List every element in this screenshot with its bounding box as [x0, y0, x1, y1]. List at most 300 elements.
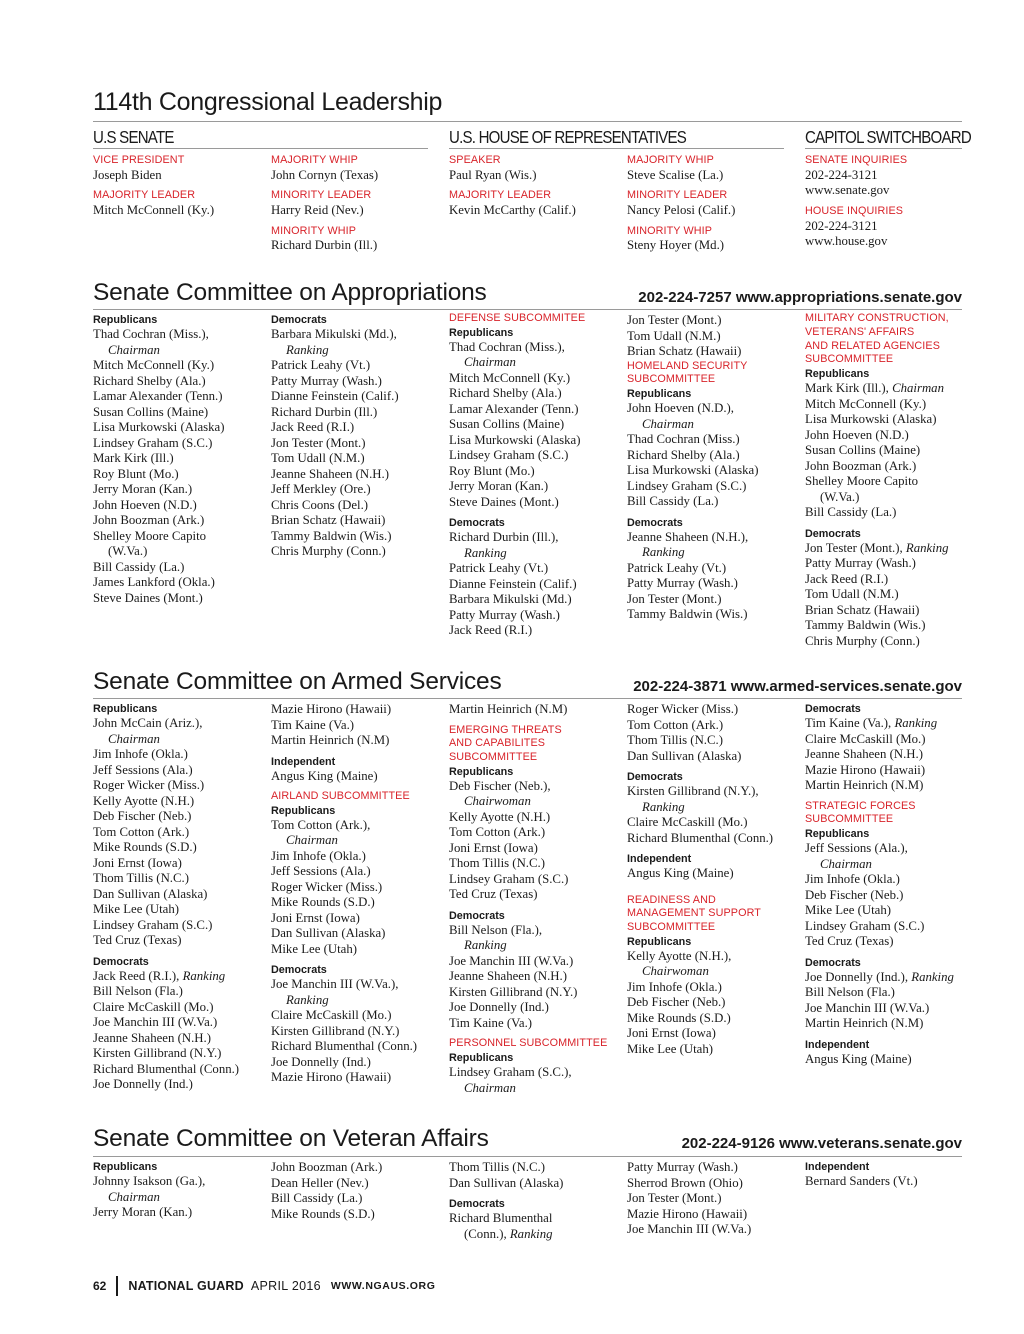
- member-name: Martin Heinrich (N.M): [271, 733, 390, 747]
- subcommittee-label: DEFENSE SUBCOMMITEE: [449, 312, 586, 324]
- member-name: Thom Tillis (N.C.): [93, 871, 190, 885]
- member-name: Angus King (Maine): [627, 866, 734, 880]
- member-name: Dan Sullivan (Alaska): [449, 1175, 564, 1190]
- house-heading: U.S. HOUSE OF REPRESENTATIVES: [449, 127, 687, 147]
- party-heading: Republicans: [627, 388, 692, 401]
- member-name: Thom Tillis (N.C.): [627, 733, 724, 747]
- role-label: Ranking: [286, 342, 329, 357]
- member-name: Dean Heller (Nev.): [271, 1175, 369, 1190]
- appropriations-title: Senate Committee on Appropriations: [93, 279, 487, 306]
- party-heading: Republicans: [449, 1052, 514, 1065]
- member-text: (Conn.),: [464, 1226, 510, 1241]
- member-name: 202-224-3121: [805, 167, 878, 182]
- member-name: Angus King (Maine): [271, 768, 378, 783]
- subcommittee-label: SUBCOMMITTEE: [805, 353, 894, 366]
- member-name: Lindsey Graham (S.C.),: [449, 1065, 572, 1080]
- role-label: Chairman: [108, 342, 160, 357]
- member-name: Lamar Alexander (Tenn.): [449, 401, 579, 416]
- member-name: John Hoeven (N.D.): [93, 497, 197, 512]
- member-name: Lindsey Graham (S.C.): [805, 918, 925, 933]
- member-name: Jerry Moran (Kan.): [93, 1205, 193, 1219]
- party-heading: Independent: [627, 853, 692, 865]
- party-heading: Republicans: [271, 804, 336, 817]
- member-name: Brian Schatz (Hawaii): [271, 513, 386, 527]
- member-name: Patrick Leahy (Vt.): [627, 560, 727, 575]
- member-name: Ted Cruz (Texas): [93, 933, 182, 947]
- member-name: Roger Wicker (Miss.): [627, 702, 739, 716]
- member-name: Jeff Merkley (Ore.): [271, 482, 371, 496]
- member-name: Claire McCaskill (Mo.): [271, 1008, 392, 1023]
- veteran-affairs-col-4: [627, 1160, 799, 1238]
- member-name: Patty Murray (Wash.): [627, 1160, 738, 1174]
- member-name: Richard Blumenthal (Conn.): [271, 1039, 418, 1054]
- member-name: Patty Murray (Wash.): [627, 576, 738, 591]
- subcommittee-label: MINORITY WHIP: [271, 224, 357, 237]
- member-name: Mitch McConnell (Ky.): [93, 358, 215, 372]
- switchboard-heading: CAPITOL SWITCHBOARD: [805, 127, 971, 147]
- armed-services-title: Senate Committee on Armed Services: [93, 668, 502, 695]
- member-name: Johnny Isakson (Ga.),: [93, 1174, 206, 1188]
- member-name: Bill Nelson (Fla.): [805, 985, 895, 1000]
- title-rule: [93, 121, 962, 122]
- party-heading: Independent: [271, 755, 336, 768]
- member-name: Kirsten Gillibrand (N.Y.),: [627, 784, 759, 798]
- member-name: Chris Coons (Del.): [271, 497, 369, 512]
- member-name: Jack Reed (R.I.): [449, 623, 533, 638]
- subcommittee-label: SUBCOMMITTEE: [627, 373, 716, 386]
- role-label: Chairman: [108, 1189, 160, 1204]
- member-name: Harry Reid (Nev.): [271, 203, 364, 218]
- page-number: 62: [93, 1279, 107, 1293]
- member-name: Jerry Moran (Kan.): [93, 482, 193, 496]
- member-name: Tim Kaine (Va.): [271, 717, 355, 732]
- role-label: Ranking: [905, 540, 949, 555]
- member-name: Mike Rounds (S.D.): [271, 1206, 375, 1221]
- member-name: Joni Ernst (Iowa): [449, 840, 538, 855]
- member-name: James Lankford (Okla.): [93, 575, 215, 589]
- member-name: Chris Murphy (Conn.): [271, 544, 386, 558]
- member-name: Deb Fischer (Neb.): [627, 995, 726, 1010]
- party-heading: Democrats: [805, 956, 861, 969]
- appropriations-contact: 202-224-7257 www.appropriations.senate.gov: [638, 289, 962, 306]
- member-name: Barbara Mikulski (Md.),: [271, 327, 397, 341]
- subcommittee-label: SENATE INQUIRIES: [805, 154, 908, 166]
- member-name: Lisa Murkowski (Alaska): [627, 463, 759, 478]
- member-name: Patty Murray (Wash.): [271, 373, 382, 388]
- member-name: John Hoeven (N.D.): [805, 427, 909, 442]
- party-heading: Independent: [805, 1161, 870, 1173]
- member-name: Dianne Feinstein (Calif.): [271, 389, 399, 403]
- party-heading: Republicans: [93, 1161, 158, 1173]
- member-name: Joe Donnelly (Ind.): [93, 1077, 193, 1091]
- role-label: Chairman: [642, 416, 694, 431]
- member-name: Deb Fischer (Neb.),: [449, 778, 551, 793]
- member-name: Tom Cotton (Ark.): [93, 824, 190, 839]
- member-name: Thad Cochran (Miss.),: [93, 327, 209, 341]
- switchboard-col: [805, 154, 977, 250]
- member-name: 202-224-3121: [805, 218, 878, 233]
- member-name: Chris Murphy (Conn.): [805, 633, 920, 648]
- member-name: John Cornyn (Texas): [271, 167, 379, 182]
- member-name: Thom Tillis (N.C.): [449, 1160, 546, 1174]
- member-name: Claire McCaskill (Mo.): [805, 731, 926, 746]
- member-name: Jerry Moran (Kan.): [449, 479, 549, 494]
- member-name: Thad Cochran (Miss.),: [449, 339, 565, 354]
- member-name: Mike Lee (Utah): [627, 1041, 713, 1056]
- member-name: Ted Cruz (Texas): [805, 934, 894, 949]
- member-name: Jeanne Shaheen (N.H.): [93, 1030, 211, 1045]
- member-name: Mitch McConnell (Ky.): [449, 370, 571, 385]
- member-name: Kevin McCarthy (Calif.): [449, 203, 576, 218]
- party-heading: Republicans: [93, 703, 158, 715]
- role-label: Chairman: [464, 1080, 516, 1095]
- member-name: Richard Durbin (Ill.): [271, 404, 378, 419]
- member-name: Brian Schatz (Hawaii): [627, 344, 742, 358]
- switchboard-rule: [805, 148, 962, 149]
- member-text: Joe Donnelly (Ind.),: [805, 969, 912, 984]
- member-name: Patrick Leahy (Vt.): [271, 358, 371, 372]
- member-name: Mitch McConnell (Ky.): [93, 203, 215, 218]
- member-name: John Boozman (Ark.): [271, 1160, 383, 1174]
- magazine-name: NATIONAL GUARD: [128, 1279, 244, 1293]
- page-footer: [93, 1276, 435, 1296]
- subcommittee-label: MAJORITY LEADER: [449, 189, 552, 202]
- role-label: Ranking: [509, 1226, 553, 1241]
- subcommittee-label: AND CAPABILITES: [449, 737, 546, 750]
- veteran-affairs-title: Senate Committee on Veteran Affairs: [93, 1125, 489, 1152]
- member-name: Jeff Sessions (Ala.): [93, 762, 193, 777]
- member-name: Paul Ryan (Wis.): [449, 167, 537, 182]
- party-heading: Democrats: [627, 771, 683, 783]
- member-name: Jeff Sessions (Ala.),: [805, 841, 908, 856]
- subcommittee-label: SUBCOMMITTEE: [805, 813, 894, 826]
- role-label: Ranking: [464, 938, 507, 953]
- veteran-affairs-contact: 202-224-9126 www.veterans.senate.gov: [681, 1135, 962, 1152]
- member-name: Claire McCaskill (Mo.): [93, 999, 214, 1014]
- member-name: www.house.gov: [805, 234, 888, 249]
- member-name: John Boozman (Ark.): [93, 513, 205, 527]
- footer-divider: [116, 1276, 118, 1296]
- website-link[interactable]: WWW.NGAUS.ORG: [330, 1280, 436, 1292]
- role-label: Chairwoman: [642, 964, 709, 979]
- issue-date: APRIL 2016: [250, 1279, 321, 1293]
- role-label: Chairman: [820, 856, 872, 871]
- member-text: Jon Tester (Mont.),: [805, 540, 906, 555]
- member-name: Mike Rounds (S.D.): [271, 895, 375, 910]
- armed-services-col-3: [449, 702, 621, 1096]
- member-name: Mike Lee (Utah): [805, 903, 891, 918]
- party-heading: Democrats: [93, 955, 149, 968]
- senate-leadership-col-1: [93, 154, 265, 219]
- leadership-title: 114th Congressional Leadership: [93, 88, 443, 116]
- member-name: Shelley Moore Capito: [93, 528, 207, 543]
- member-name: Deb Fischer (Neb.): [805, 887, 904, 902]
- member-name: Bill Cassidy (La.): [627, 494, 719, 509]
- member-name: Sherrod Brown (Ohio): [627, 1175, 743, 1190]
- member-name: Mike Lee (Utah): [271, 941, 357, 956]
- member-name: [93, 969, 265, 985]
- armed-services-col-2: [271, 702, 443, 1086]
- member-name: Richard Shelby (Ala.): [93, 373, 206, 388]
- member-name: Kirsten Gillibrand (N.Y.): [271, 1023, 400, 1038]
- party-heading: Independent: [805, 1038, 870, 1051]
- member-name: Bill Nelson (Fla.): [93, 984, 183, 998]
- member-name: Patrick Leahy (Vt.): [449, 561, 549, 576]
- member-name: Steve Scalise (La.): [627, 167, 724, 182]
- subcommittee-label: SPEAKER: [449, 154, 501, 166]
- member-name: Jeanne Shaheen (N.H.),: [627, 529, 749, 544]
- member-name: Mazie Hirono (Hawaii): [627, 1206, 748, 1221]
- veteran-affairs-col-3: [449, 1160, 621, 1242]
- member-name: Joe Donnelly (Ind.): [449, 1000, 549, 1015]
- member-name: [805, 970, 977, 986]
- member-name: John McCain (Ariz.),: [93, 716, 203, 730]
- member-name: Tom Udall (N.M.): [271, 451, 365, 465]
- party-heading: Republicans: [449, 765, 514, 778]
- member-name: Mike Lee (Utah): [93, 902, 179, 916]
- member-name: Joe Manchin III (W.Va.),: [271, 977, 399, 992]
- appropriations-col-5: [805, 312, 977, 649]
- role-label: Chairman: [286, 833, 338, 848]
- member-name: Nancy Pelosi (Calif.): [627, 203, 736, 218]
- armed-services-col-5: [805, 702, 977, 1067]
- subcommittee-label: MAJORITY WHIP: [627, 154, 714, 166]
- subcommittee-label: MINORITY WHIP: [627, 224, 713, 237]
- member-name: Martin Heinrich (N.M): [805, 1016, 924, 1031]
- member-name: Roger Wicker (Miss.): [271, 879, 383, 894]
- armed-services-rule: [93, 698, 962, 699]
- subcommittee-label: READINESS AND: [627, 893, 716, 906]
- subcommittee-label: PERSONNEL SUBCOMMITTEE: [449, 1037, 608, 1050]
- member-name: Richard Durbin (Ill.): [271, 238, 378, 253]
- member-name: Bill Cassidy (La.): [93, 559, 185, 574]
- member-name: Joe Manchin III (W.Va.): [449, 953, 574, 968]
- member-name: Dan Sullivan (Alaska): [627, 748, 742, 763]
- member-name: Brian Schatz (Hawaii): [805, 602, 920, 617]
- party-heading: Democrats: [805, 703, 861, 715]
- appropriations-col-3: [449, 312, 621, 639]
- member-name: Kelly Ayotte (N.H.): [93, 793, 195, 808]
- appropriations-rule: [93, 309, 962, 310]
- member-name: Jon Tester (Mont.): [271, 435, 366, 450]
- subcommittee-label: MINORITY LEADER: [627, 189, 728, 202]
- member-name: Dianne Feinstein (Calif.): [449, 576, 577, 591]
- member-name: Patty Murray (Wash.): [449, 607, 560, 622]
- role-label: Chairman: [464, 355, 516, 370]
- member-name: Jeanne Shaheen (N.H.): [449, 969, 567, 984]
- member-name: Mitch McConnell (Ky.): [805, 396, 927, 411]
- role-label: Ranking: [182, 968, 226, 983]
- appropriations-col-2: [271, 313, 443, 560]
- member-name: Richard Durbin (Ill.),: [449, 530, 559, 545]
- member-name: Jim Inhofe (Okla.): [805, 872, 900, 887]
- member-name: Jim Inhofe (Okla.): [271, 848, 366, 863]
- member-name: Bill Nelson (Fla.),: [449, 922, 543, 937]
- member-name: Thom Tillis (N.C.): [449, 856, 546, 871]
- role-label: Chairman: [108, 731, 160, 746]
- member-text: Tim Kaine (Va.),: [805, 716, 895, 730]
- member-name: Richard Blumenthal: [449, 1211, 553, 1225]
- subcommittee-label: STRATEGIC FORCES: [805, 799, 916, 812]
- member-name: Angus King (Maine): [805, 1051, 912, 1066]
- member-text: Jack Reed (R.I.),: [93, 968, 183, 983]
- member-name: [805, 541, 977, 557]
- member-name: Jeanne Shaheen (N.H.): [271, 466, 389, 481]
- party-heading: Republicans: [449, 326, 514, 339]
- subcommittee-label: SUBCOMMITTEE: [627, 921, 716, 934]
- member-name: Richard Shelby (Ala.): [627, 447, 740, 462]
- role-label: Chairman: [892, 381, 944, 396]
- armed-services-col-1: [93, 702, 265, 1093]
- member-name: Tom Cotton (Ark.),: [271, 817, 371, 832]
- member-name: Mazie Hirono (Hawaii): [271, 702, 392, 716]
- veteran-affairs-col-2: [271, 1160, 443, 1222]
- member-name: Jeanne Shaheen (N.H.): [805, 747, 923, 761]
- member-name: Deb Fischer (Neb.): [93, 809, 192, 823]
- member-name-continued: (W.Va.): [820, 489, 860, 504]
- member-name: Richard Shelby (Ala.): [449, 386, 562, 401]
- member-name: Jack Reed (R.I.): [271, 420, 355, 434]
- member-name: Steve Daines (Mont.): [93, 590, 203, 605]
- member-name: John Boozman (Ark.): [805, 458, 917, 473]
- member-name: Lisa Murkowski (Alaska): [449, 432, 581, 447]
- subcommittee-label: EMERGING THREATS: [449, 723, 562, 736]
- member-name: Joni Ernst (Iowa): [627, 1026, 716, 1041]
- member-name: Richard Blumenthal (Conn.): [93, 1061, 240, 1076]
- subcommittee-label: MANAGEMENT SUPPORT: [627, 907, 761, 920]
- house-leadership-col-2: [627, 154, 799, 254]
- member-name: Martin Heinrich (N.M): [449, 702, 568, 716]
- member-name: Tom Udall (N.M.): [627, 328, 721, 343]
- party-heading: Democrats: [805, 527, 861, 540]
- senate-leadership-col-2: [271, 154, 443, 254]
- member-name: Jim Inhofe (Okla.): [627, 979, 722, 994]
- party-heading: Democrats: [271, 314, 327, 326]
- member-name: Bill Cassidy (La.): [805, 505, 897, 520]
- role-label: Ranking: [642, 799, 685, 814]
- member-name: Claire McCaskill (Mo.): [627, 815, 748, 829]
- member-name: Susan Collins (Maine): [93, 404, 209, 419]
- member-name: Susan Collins (Maine): [805, 443, 921, 458]
- role-label: Ranking: [464, 545, 507, 560]
- subcommittee-label: MILITARY CONSTRUCTION,: [805, 312, 949, 324]
- member-name: Tammy Baldwin (Wis.): [627, 607, 748, 622]
- member-name: Tom Cotton (Ark.): [449, 825, 546, 840]
- member-name: Mazie Hirono (Hawaii): [805, 762, 926, 777]
- veteran-affairs-col-5: [805, 1160, 977, 1190]
- house-rule: [449, 148, 784, 149]
- appropriations-col-1: [93, 313, 265, 606]
- member-name: Mark Kirk (Ill.): [93, 451, 174, 465]
- member-name: Shelley Moore Capito: [805, 474, 919, 489]
- member-name: Jeff Sessions (Ala.): [271, 864, 371, 879]
- member-name: Joni Ernst (Iowa): [271, 910, 360, 925]
- member-name: Mazie Hirono (Hawaii): [271, 1070, 392, 1085]
- member-name: Bernard Sanders (Vt.): [805, 1174, 918, 1188]
- member-name: Steve Daines (Mont.): [449, 494, 559, 509]
- member-name: Kirsten Gillibrand (N.Y.): [93, 1046, 222, 1060]
- member-name: Jon Tester (Mont.): [627, 313, 722, 327]
- party-heading: Republicans: [805, 368, 870, 381]
- member-name: Lindsey Graham (S.C.): [93, 435, 213, 450]
- member-name: Joni Ernst (Iowa): [93, 855, 182, 870]
- subcommittee-label: MAJORITY LEADER: [93, 189, 196, 202]
- member-name: Lindsey Graham (S.C.): [93, 917, 213, 932]
- member-name: Mike Rounds (S.D.): [93, 840, 197, 854]
- party-heading: Democrats: [271, 964, 327, 977]
- subcommittee-label: MINORITY LEADER: [271, 189, 372, 202]
- role-label: Ranking: [286, 992, 329, 1007]
- member-name: www.senate.gov: [805, 183, 890, 198]
- member-name: Lisa Murkowski (Alaska): [805, 412, 937, 427]
- member-name: Richard Blumenthal (Conn.): [627, 830, 774, 845]
- member-name: John Hoeven (N.D.),: [627, 401, 734, 416]
- member-name: Jim Inhofe (Okla.): [93, 747, 188, 761]
- party-heading: Republicans: [627, 935, 692, 948]
- member-name: Barbara Mikulski (Md.): [449, 592, 572, 607]
- member-name: Lindsey Graham (S.C.): [627, 478, 747, 493]
- member-name: Joe Manchin III (W.Va.): [805, 1000, 930, 1015]
- house-leadership-col-1: [449, 154, 621, 219]
- armed-services-contact: 202-224-3871 www.armed-services.senate.gov: [633, 678, 962, 695]
- member-name-continued: (W.Va.): [108, 544, 148, 558]
- member-name: Patty Murray (Wash.): [805, 556, 916, 571]
- member-name: Lisa Murkowski (Alaska): [93, 420, 225, 434]
- senate-rule: [93, 148, 428, 149]
- role-label: Ranking: [894, 716, 938, 730]
- member-name-continued: [449, 1227, 621, 1243]
- member-name: Tom Udall (N.M.): [805, 587, 899, 602]
- member-name: Ted Cruz (Texas): [449, 887, 538, 902]
- party-heading: Republicans: [93, 314, 158, 326]
- member-name: Joseph Biden: [93, 167, 162, 182]
- subcommittee-label: HOUSE INQUIRIES: [805, 204, 904, 217]
- party-heading: Democrats: [449, 1198, 505, 1210]
- veteran-affairs-rule: [93, 1156, 962, 1157]
- member-name: Martin Heinrich (N.M): [805, 778, 924, 792]
- member-name: Roy Blunt (Mo.): [449, 463, 535, 478]
- member-name: Lindsey Graham (S.C.): [449, 448, 569, 463]
- party-heading: Democrats: [449, 909, 505, 922]
- member-name: [805, 716, 977, 732]
- veteran-affairs-col-1: [93, 1160, 265, 1221]
- member-name: Roy Blunt (Mo.): [93, 466, 179, 481]
- member-name: Tammy Baldwin (Wis.): [271, 528, 392, 543]
- subcommittee-label: VETERANS' AFFAIRS: [805, 325, 915, 338]
- member-name: Tim Kaine (Va.): [449, 1015, 533, 1030]
- member-name: Joe Donnelly (Ind.): [271, 1054, 371, 1069]
- member-text: Mark Kirk (Ill.),: [805, 381, 893, 396]
- senate-heading: U.S SENATE: [93, 127, 174, 147]
- member-name: Dan Sullivan (Alaska): [93, 886, 208, 901]
- member-name: Thad Cochran (Miss.): [627, 432, 740, 447]
- member-name: Lindsey Graham (S.C.): [449, 871, 569, 886]
- armed-services-col-4: [627, 702, 799, 1057]
- subcommittee-label: SUBCOMMITTEE: [449, 751, 538, 764]
- member-name: Joe Manchin III (W.Va.): [93, 1015, 218, 1029]
- subcommittee-label: AND RELATED AGENCIES: [805, 339, 940, 352]
- member-name: Steny Hoyer (Md.): [627, 238, 725, 253]
- party-heading: Republicans: [805, 828, 870, 841]
- subcommittee-label: AIRLAND SUBCOMMITTEE: [271, 790, 410, 802]
- party-heading: Democrats: [627, 516, 683, 529]
- party-heading: Democrats: [449, 517, 505, 530]
- member-name: Dan Sullivan (Alaska): [271, 926, 386, 941]
- member-name: Bill Cassidy (La.): [271, 1191, 363, 1205]
- member-name: Susan Collins (Maine): [449, 417, 565, 432]
- subcommittee-label: VICE PRESIDENT: [93, 154, 185, 166]
- role-label: Ranking: [642, 545, 685, 560]
